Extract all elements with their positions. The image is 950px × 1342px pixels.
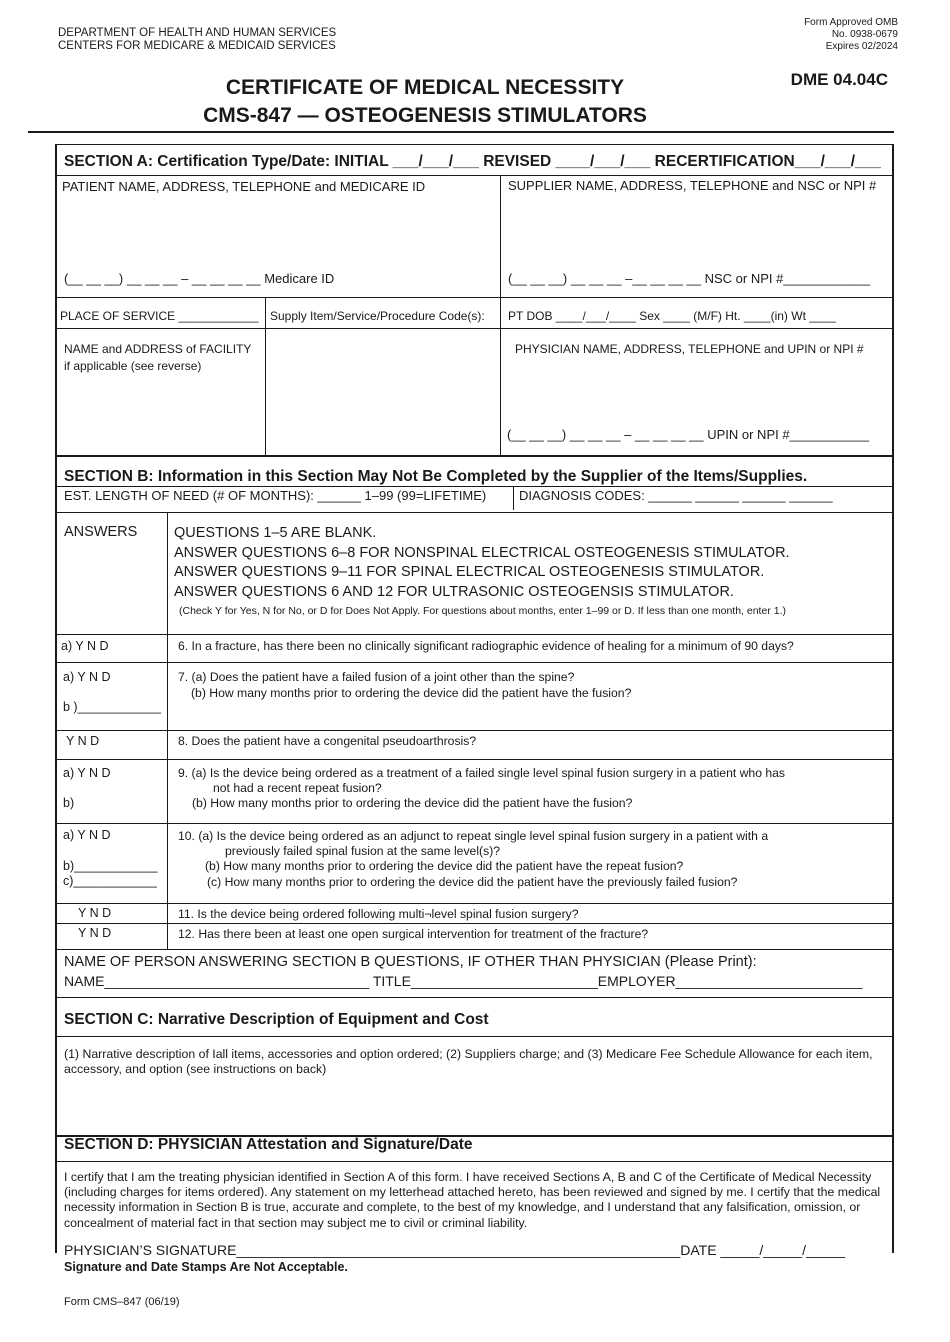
q9a-answer[interactable]: a) Y N D — [63, 766, 111, 780]
divider — [55, 297, 894, 298]
q10b-text: (b) How many months prior to ordering the device did the patient have the repeat fusion? — [205, 859, 684, 873]
q10c-text: (c) How many months prior to ordering the device did the patient have the previously failed fusion? — [207, 875, 738, 889]
section-c-text: (1) Narrative description of Iall items, accessories and option ordered; (2) Suppliers charge; and (3) Medicare Fee Schedule Allowance for each item, accessory, and option (see instructions on back) — [64, 1047, 873, 1077]
omb-approval — [804, 17, 898, 53]
divider — [55, 997, 894, 998]
q10a-text-cont: previously failed spinal fusion at the same level(s)? — [225, 844, 501, 858]
form-code: DME 04.04C — [790, 70, 888, 89]
divider — [55, 949, 894, 950]
q12-text: 12. Has there been at least one open surgical intervention for treatment of the fracture? — [178, 927, 649, 941]
divider — [55, 486, 894, 487]
section-a-heading: SECTION A: Certification Type/Date: INITIAL ___/___/___ REVISED ____/___/___ RECERTIFICATION___/___/___ — [64, 153, 881, 170]
form-title: CERTIFICATE OF MEDICAL NECESSITY — [225, 76, 625, 99]
supplier-label: SUPPLIER NAME, ADDRESS, TELEPHONE and NSC or NPI # — [508, 178, 877, 193]
q9b-answer[interactable]: b) — [63, 796, 75, 810]
q7b-text: (b) How many months prior to ordering the device did the patient have the fusion? — [191, 686, 632, 700]
section-b-heading: SECTION B: Information in this Section May Not Be Completed by the Supplier of the Items/Supplies. — [64, 468, 808, 485]
supplier-phone-field[interactable]: (__ __ __) __ __ __ –__ __ __ __ NSC or NPI #____________ — [508, 271, 871, 286]
stamp-note: Signature and Date Stamps Are Not Acceptable. — [64, 1260, 348, 1274]
section-c-heading: SECTION C: Narrative Description of Equipment and Cost — [64, 1011, 489, 1028]
top-rule — [28, 131, 894, 133]
patient-label: PATIENT NAME, ADDRESS, TELEPHONE and MEDICARE ID — [62, 179, 426, 194]
instructions — [174, 524, 790, 602]
agency-line-2: CENTERS FOR MEDICARE & MEDICAID SERVICES — [58, 40, 336, 52]
q8-text: 8. Does the patient have a congenital pseudoarthrosis? — [178, 734, 477, 748]
q10a-text: 10. (a) Is the device being ordered as an adjunct to repeat single level spinal fusion surgery in a patient with a — [178, 829, 769, 843]
divider — [500, 175, 501, 297]
instruction-line: ANSWER QUESTIONS 6 AND 12 FOR ULTRASONIC OSTEOGENSIS STIMULATOR. — [174, 583, 734, 600]
divider — [265, 297, 266, 455]
agency-name — [58, 27, 336, 53]
q7a-answer[interactable]: a) Y N D — [63, 670, 111, 684]
physician-signature-field[interactable]: PHYSICIAN’S SIGNATURE_________________________________________________________DATE _____/_____/_____ — [64, 1242, 846, 1258]
divider — [55, 512, 894, 513]
length-of-need-field[interactable]: EST. LENGTH OF NEED (# OF MONTHS): ______ 1–99 (99=LIFETIME) — [64, 488, 487, 503]
q10c-answer[interactable]: c)____________ — [63, 874, 157, 888]
name-title-employer-field[interactable]: NAME__________________________________ TITLE________________________EMPLOYER________________________ — [64, 973, 863, 989]
q10a-answer[interactable]: a) Y N D — [63, 828, 111, 842]
q7b-answer[interactable]: b )____________ — [63, 700, 162, 714]
instruction-line: QUESTIONS 1–5 ARE BLANK. — [174, 525, 377, 541]
physician-phone-field[interactable]: (__ __ __) __ __ __ – __ __ __ __ UPIN or NPI #___________ — [507, 427, 870, 442]
instruction-line: ANSWER QUESTIONS 6–8 FOR NONSPINAL ELECTRICAL OSTEOGENESIS STIMULATOR. — [174, 544, 790, 561]
place-of-service-field[interactable]: PLACE OF SERVICE ____________ — [60, 309, 259, 323]
supply-item-label: Supply Item/Service/Procedure Code(s): — [270, 309, 485, 323]
form-subtitle: CMS-847 — OSTEOGENESIS STIMULATORS — [203, 104, 647, 127]
patient-phone-field[interactable]: (__ __ __) __ __ __ – __ __ __ __ Medicare ID — [64, 271, 335, 286]
q10b-answer[interactable]: b)____________ — [63, 859, 158, 873]
q7a-text: 7. (a) Does the patient have a failed fusion of a joint other than the spine? — [178, 670, 575, 684]
omb-line-2: No. 0938-0679 — [831, 29, 898, 40]
fine-print: (Check Y for Yes, N for No, or D for Does Not Apply. For questions about months, enter 1–99 or D. If less than one month, enter 1.) — [179, 605, 786, 617]
divider — [55, 823, 894, 824]
divider — [55, 923, 894, 924]
physician-label: PHYSICIAN NAME, ADDRESS, TELEPHONE and UPIN or NPI # — [515, 342, 864, 356]
omb-line-3: Expires 02/2024 — [825, 41, 898, 52]
facility-line-1: NAME and ADDRESS of FACILITY — [64, 342, 252, 356]
pt-dob-field[interactable]: PT DOB ____/___/____ Sex ____ (M/F) Ht. ____(in) Wt ____ — [508, 309, 836, 323]
omb-line-1: Form Approved OMB — [804, 17, 898, 28]
facility-label — [64, 341, 251, 375]
q11-text: 11. Is the device being ordered following multi¬level spinal fusion surgery? — [178, 907, 579, 921]
section-d-heading: SECTION D: PHYSICIAN Attestation and Signature/Date — [64, 1136, 473, 1153]
diagnosis-codes-field[interactable]: DIAGNOSIS CODES: ______ ______ ______ ______ — [519, 488, 833, 503]
frame-top — [55, 144, 894, 145]
divider — [55, 1161, 894, 1162]
q9a-text-cont: not had a recent repeat fusion? — [213, 781, 382, 795]
divider — [55, 175, 894, 176]
divider — [55, 634, 894, 635]
attestation-text: I certify that I am the treating physician identified in Section A of this form. I have received Sections A, B and C of the Certificate of Medical Necessity (including charges for items ordered). Any statement on my letterhead attached hereto, has been reviewed and signed by me. I certify that the medical necessity information in Section B is true, accurate and complete, to the best of my knowledge, and I understand that any falsification, omission, or concealment of material fact in that section may subject me to civil or criminal liability. — [64, 1170, 881, 1230]
q12-answer[interactable]: Y N D — [78, 926, 112, 940]
q9a-text: 9. (a) Is the device being ordered as a treatment of a failed single level spinal fusion surgery in a patient who has — [178, 766, 786, 780]
divider — [513, 486, 514, 510]
q6-answer[interactable]: a) Y N D — [61, 639, 109, 653]
form-number: Form CMS–847 (06/19) — [64, 1296, 180, 1308]
divider — [55, 1036, 894, 1037]
divider — [55, 328, 894, 329]
left-border — [55, 144, 57, 1253]
q8-answer[interactable]: Y N D — [66, 734, 100, 748]
q9b-text: (b) How many months prior to ordering the device did the patient have the fusion? — [192, 796, 633, 810]
right-border — [892, 144, 894, 1253]
instruction-line: ANSWER QUESTIONS 9–11 FOR SPINAL ELECTRICAL OSTEOGENESIS STIMULATOR. — [174, 564, 765, 580]
q6-text: 6. In a fracture, has there been no clinically significant radiographic evidence of healing for a minimum of 90 days? — [178, 639, 794, 653]
facility-line-2: if applicable (see reverse) — [64, 359, 202, 373]
divider — [55, 759, 894, 760]
divider — [55, 903, 894, 904]
divider — [55, 455, 894, 457]
divider — [55, 662, 894, 663]
answering-person-label: NAME OF PERSON ANSWERING SECTION B QUESTIONS, IF OTHER THAN PHYSICIAN (Please Print): — [64, 954, 757, 970]
divider — [55, 730, 894, 731]
divider — [500, 297, 501, 455]
agency-line-1: DEPARTMENT OF HEALTH AND HUMAN SERVICES — [58, 27, 337, 39]
answers-label: ANSWERS — [64, 524, 138, 540]
q11-answer[interactable]: Y N D — [78, 906, 112, 920]
